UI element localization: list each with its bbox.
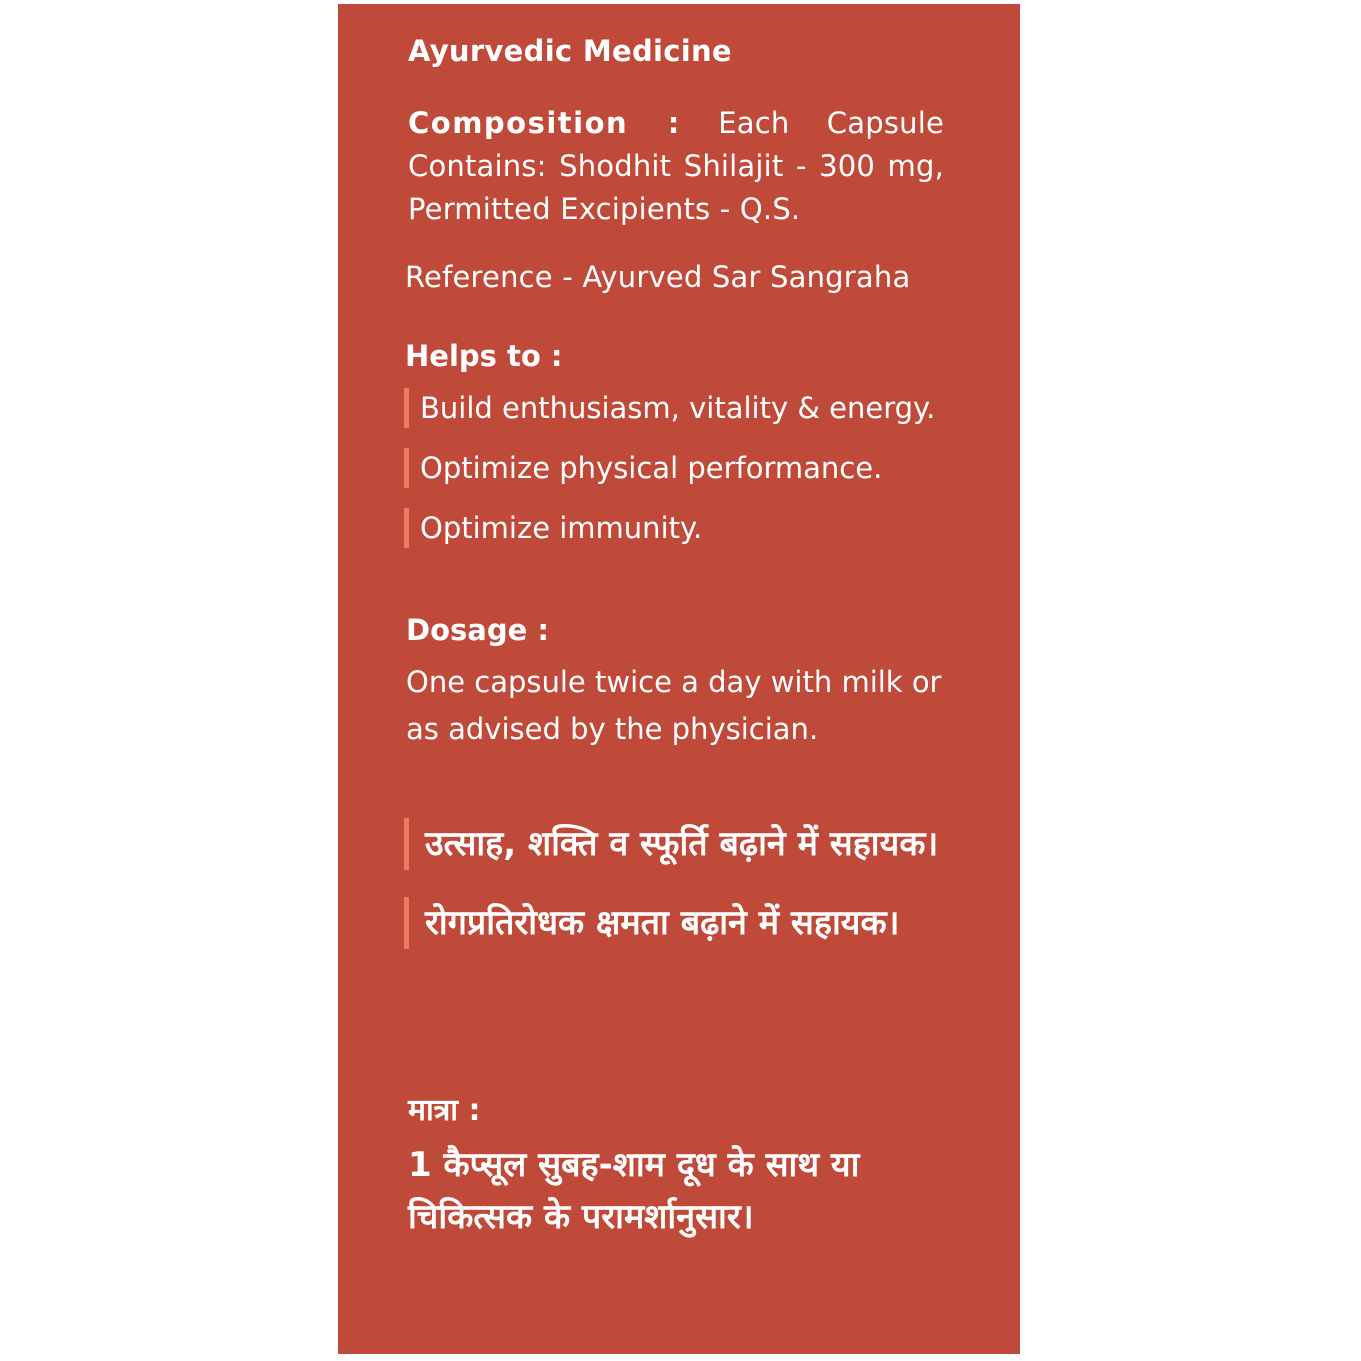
- product-type-title: Ayurvedic Medicine: [408, 34, 732, 68]
- hindi-benefit-item: उत्साह, शक्ति व स्फूर्ति बढ़ाने में सहायक।: [404, 818, 964, 870]
- composition-text: Each Capsule Contains: Shodhit Shilajit - 300 mg, Permitted Excipients - Q.S.: [408, 106, 945, 226]
- helps-heading: Helps to :: [405, 339, 563, 373]
- hindi-dosage-heading: मात्रा :: [408, 1093, 481, 1128]
- dosage-text: One capsule twice a day with milk or as advised by the physician.: [406, 665, 942, 746]
- hindi-dosage-text: 1 कैप्सूल सुबह-शाम दूध के साथ या चिकित्सक के परामर्शानुसार।: [408, 1145, 860, 1237]
- hindi-benefit-item: रोगप्रतिरोधक क्षमता बढ़ाने में सहायक।: [404, 897, 964, 949]
- helps-item: Optimize physical performance.: [404, 448, 964, 488]
- helps-item: Build enthusiasm, vitality & energy.: [404, 388, 964, 428]
- helps-list: [404, 388, 964, 568]
- composition-label: Composition :: [408, 106, 681, 140]
- product-label-panel: [338, 4, 1020, 1354]
- helps-item: Optimize immunity.: [404, 508, 964, 548]
- hindi-benefits-list: [404, 818, 964, 976]
- composition-block: [408, 102, 944, 231]
- dosage-heading: Dosage :: [406, 613, 549, 647]
- reference-text: Reference - Ayurved Sar Sangraha: [405, 260, 911, 294]
